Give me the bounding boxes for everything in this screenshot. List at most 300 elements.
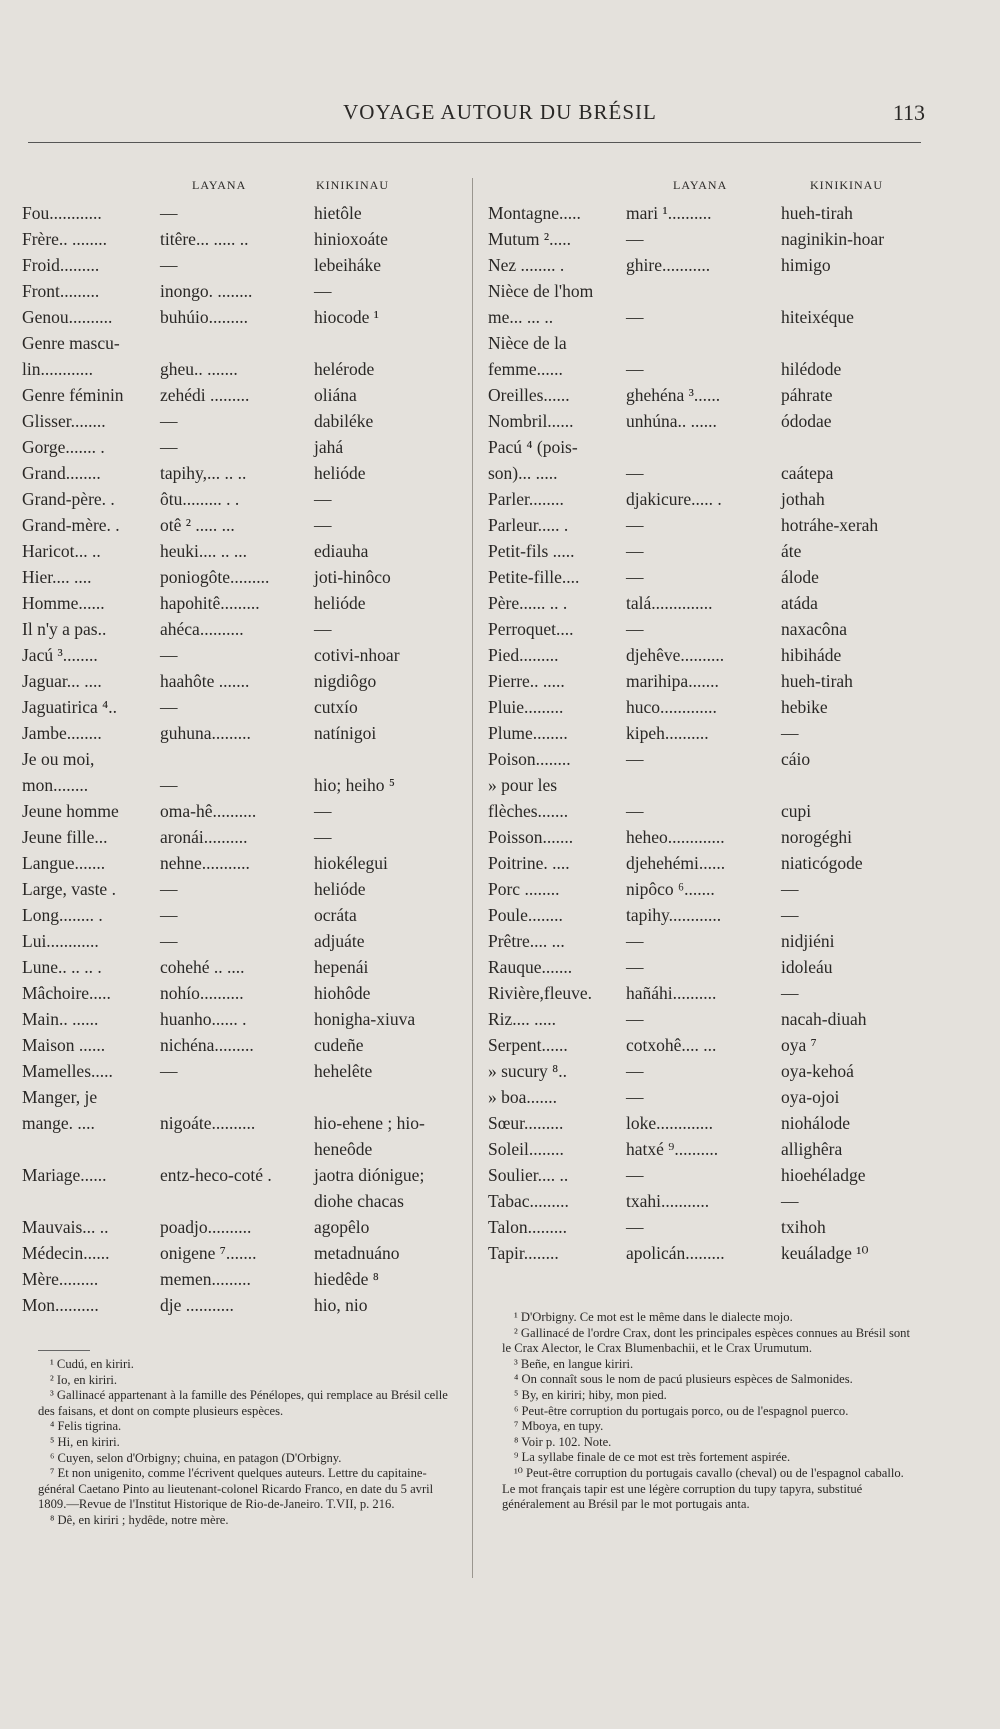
french-word: Long........ . <box>22 905 103 925</box>
layana-word: — <box>160 905 178 925</box>
kinikinau-word: — <box>314 489 332 509</box>
french-word: Homme...... <box>22 593 105 613</box>
vocabulary-row <box>22 850 462 876</box>
kinikinau-word: — <box>314 515 332 535</box>
layana-word: mari ¹.......... <box>626 203 712 223</box>
french-word: Poison........ <box>488 749 571 769</box>
left-column-header <box>22 178 462 198</box>
kinikinau-word: álode <box>781 567 819 587</box>
footnote: ¹ Cudú, en kiriri. <box>50 1357 134 1371</box>
kinikinau-word: hueh-tirah <box>781 671 853 691</box>
french-word: femme...... <box>488 359 563 379</box>
french-word: Frère.. ........ <box>22 229 108 249</box>
layana-word: — <box>626 931 644 951</box>
vocabulary-row <box>22 590 462 616</box>
layana-word: ghehéna ³...... <box>626 385 721 405</box>
vocabulary-row <box>22 200 462 226</box>
kinikinau-word: norogéghi <box>781 827 852 847</box>
french-word: Perroquet.... <box>488 619 574 639</box>
kinikinau-word: naxacôna <box>781 619 848 639</box>
page-number: 113 <box>892 100 925 125</box>
vocabulary-row <box>488 590 918 616</box>
vocabulary-row <box>488 1162 918 1188</box>
kinikinau-word: idoleáu <box>781 957 833 977</box>
vocabulary-row <box>488 980 918 1006</box>
kinikinau-word: helióde <box>314 879 366 899</box>
kinikinau-word: jahá <box>314 437 344 457</box>
french-word: mange. .... <box>22 1113 95 1133</box>
layana-word: poadjo.......... <box>160 1217 252 1237</box>
layana-word: titêre... ..... .. <box>160 229 249 249</box>
vocabulary-row <box>488 460 918 486</box>
layana-word: — <box>626 1061 644 1081</box>
layana-word: hañáhi.......... <box>626 983 717 1003</box>
vocabulary-row <box>488 642 918 668</box>
footnote: ⁷ Et non unigenito, comme l'écrivent quelques auteurs. Lettre du capitaine-général Caetano Pinto au lieutenant-colonel Ricardo Franco, en date du 5 avril 1809.—Revue de l'Institut Historique de Rio-de-Janeiro. T.VII, p. 216. <box>38 1466 434 1512</box>
vocabulary-row <box>488 694 918 720</box>
footnote: ⁶ Cuyen, selon d'Orbigny; chuina, en patagon (D'Orbigny. <box>50 1450 342 1465</box>
french-word: Jaguatirica ⁴.. <box>22 697 118 717</box>
layana-word: apolicán......... <box>626 1243 725 1263</box>
kinikinau-word: — <box>781 1191 799 1211</box>
kinikinau-word: hotráhe-xerah <box>781 515 879 535</box>
right-column-header <box>488 178 918 198</box>
layana-word: — <box>626 359 644 379</box>
vocabulary-row <box>488 512 918 538</box>
layana-word: — <box>160 411 178 431</box>
vocabulary-row <box>488 200 918 226</box>
layana-word: guhuna......... <box>160 723 251 743</box>
french-word: Médecin...... <box>22 1243 110 1263</box>
kinikinau-word: hiokélegui <box>314 853 388 873</box>
kinikinau-word: nidjiéni <box>781 931 835 951</box>
kinikinau-word: oliána <box>314 385 357 405</box>
french-word: Grand-mère. . <box>22 515 120 535</box>
layana-word: memen......... <box>160 1269 251 1289</box>
french-word: Front......... <box>22 281 100 301</box>
french-word: Mère......... <box>22 1269 99 1289</box>
french-word: Mariage...... <box>22 1165 107 1185</box>
layana-word: — <box>160 775 178 795</box>
vocabulary-row <box>22 746 462 772</box>
kinikinau-word: helióde <box>314 463 366 483</box>
vocabulary-row <box>488 304 918 330</box>
vocabulary-row <box>488 1188 918 1214</box>
layana-word: poniogôte......... <box>160 567 270 587</box>
french-word: Fou............ <box>22 203 102 223</box>
layana-word: — <box>160 697 178 717</box>
layana-word: — <box>626 1009 644 1029</box>
french-word: Pluie......... <box>488 697 564 717</box>
vocabulary-row <box>22 538 462 564</box>
french-word: Montagne..... <box>488 203 581 223</box>
layana-word: — <box>160 437 178 457</box>
footnote: ⁵ By, en kiriri; hiby, mon pied. <box>514 1387 667 1402</box>
kinikinau-word: áte <box>781 541 802 561</box>
kinikinau-word: niohálode <box>781 1113 851 1133</box>
kinikinau-word: — <box>781 723 799 743</box>
footnote: ¹ D'Orbigny. Ce mot est le même dans le dialecte mojo. <box>514 1310 793 1324</box>
vocabulary-row <box>488 356 918 382</box>
french-word: Jeune homme <box>22 801 119 821</box>
french-word: Riz.... ..... <box>488 1009 557 1029</box>
kinikinau-word: agopêlo <box>314 1217 370 1237</box>
french-word: Jaguar... .... <box>22 671 102 691</box>
kinikinau-word: caátepa <box>781 463 834 483</box>
vocabulary-row <box>22 564 462 590</box>
layana-word: ghire........... <box>626 255 711 275</box>
kinikinau-word: oya-kehoá <box>781 1061 854 1081</box>
layana-word: nehne........... <box>160 853 250 873</box>
vocabulary-row <box>22 772 462 798</box>
kinikinau-word: hio-ehene ; hio- <box>314 1113 425 1133</box>
french-word: Petit-fils ..... <box>488 541 575 561</box>
layana-word: inongo. ........ <box>160 281 253 301</box>
french-word: Rivière,fleuve. <box>488 983 592 1003</box>
french-word: Tapir........ <box>488 1243 559 1263</box>
layana-word: — <box>626 1165 644 1185</box>
layana-word: heuki.... .. ... <box>160 541 248 561</box>
kinikinau-word: hilédode <box>781 359 842 379</box>
french-word: Mutum ²..... <box>488 229 572 249</box>
footnote: ⁷ Mboya, en tupy. <box>514 1419 604 1434</box>
kinikinau-word: cupi <box>781 801 812 821</box>
french-word: Jacú ³........ <box>22 645 98 665</box>
vocabulary-row <box>22 408 462 434</box>
vocabulary-row <box>488 330 918 356</box>
french-word: Large, vaste . <box>22 879 116 899</box>
kinikinau-word: ódodae <box>781 411 832 431</box>
vocabulary-row <box>22 1240 462 1266</box>
kinikinau-word: oya-ojoi <box>781 1087 840 1107</box>
kinikinau-word: naginikin-hoar <box>781 229 885 249</box>
kinikinau-word: — <box>781 983 799 1003</box>
french-word: Poule........ <box>488 905 563 925</box>
french-word: Hier.... .... <box>22 567 92 587</box>
layana-word: — <box>626 957 644 977</box>
vocabulary-row <box>488 954 918 980</box>
footnote: ⁵ Hi, en kiriri. <box>50 1434 120 1449</box>
kinikinau-word: nigdiôgo <box>314 671 377 691</box>
layana-word: — <box>626 229 644 249</box>
vocabulary-row <box>22 720 462 746</box>
layana-word: haahôte ....... <box>160 671 250 691</box>
footnote: ⁹ La syllabe finale de ce mot est très fortement aspirée. <box>514 1450 791 1465</box>
layana-word: tapihy............ <box>626 905 722 925</box>
kinikinau-word: oya ⁷ <box>781 1035 817 1055</box>
kinikinau-word: nacah-diuah <box>781 1009 867 1029</box>
vocabulary-row <box>22 1110 462 1136</box>
layana-word: — <box>626 801 644 821</box>
vocabulary-row <box>488 1084 918 1110</box>
french-word: Porc ........ <box>488 879 560 899</box>
layana-word: — <box>626 541 644 561</box>
french-word: Oreilles...... <box>488 385 570 405</box>
vocabulary-row <box>22 486 462 512</box>
kinikinau-word: dabiléke <box>314 411 374 431</box>
header-rule <box>28 142 921 143</box>
vocabulary-row <box>488 486 918 512</box>
french-word: flèches....... <box>488 801 569 821</box>
vocabulary-row <box>22 1188 462 1214</box>
vocabulary-row <box>488 1214 918 1240</box>
vocabulary-row <box>22 1214 462 1240</box>
footnote-rule <box>38 1350 90 1351</box>
kinikinau-word: hinioxoáte <box>314 229 388 249</box>
kinikinau-word: ediauha <box>314 541 369 561</box>
kinikinau-header: KINIKINAU <box>810 178 883 192</box>
running-title: VOYAGE AUTOUR DU BRÉSIL <box>343 100 657 124</box>
french-word: Petite-fille.... <box>488 567 580 587</box>
footnote: ³ Gallinacé appartenant à la famille des Pénélopes, qui remplace au Brésil celle des faisans, et dont on compte plusieurs espèces. <box>38 1388 448 1418</box>
french-word: Mamelles..... <box>22 1061 113 1081</box>
vocabulary-row <box>22 876 462 902</box>
kinikinau-word: hiteixéque <box>781 307 854 327</box>
layana-word: zehédi ......... <box>160 385 250 405</box>
kinikinau-word: helérode <box>314 359 375 379</box>
layana-word: oma-hê.......... <box>160 801 257 821</box>
french-word: me... ... .. <box>488 307 554 327</box>
layana-word: — <box>160 645 178 665</box>
kinikinau-word: hiohôde <box>314 983 371 1003</box>
footnote: ³ Beñe, en langue kiriri. <box>514 1356 634 1371</box>
kinikinau-word: heneôde <box>314 1139 373 1159</box>
vocabulary-row <box>22 356 462 382</box>
french-word: Mauvais... .. <box>22 1217 109 1237</box>
kinikinau-word: hepenái <box>314 957 369 977</box>
french-word: Glisser........ <box>22 411 106 431</box>
layana-word: nohío.......... <box>160 983 244 1003</box>
kinikinau-word: hiedêde ⁸ <box>314 1269 379 1289</box>
layana-word: huanho...... . <box>160 1009 247 1029</box>
kinikinau-word: hiocode ¹ <box>314 307 380 327</box>
french-word: Nez ........ . <box>488 255 565 275</box>
vocabulary-row <box>488 382 918 408</box>
kinikinau-word: hueh-tirah <box>781 203 853 223</box>
vocabulary-row <box>22 694 462 720</box>
layana-word: djehêve.......... <box>626 645 725 665</box>
vocabulary-row <box>488 798 918 824</box>
vocabulary-row <box>22 954 462 980</box>
layana-word: tapihy,... .. .. <box>160 463 247 483</box>
footnote: ² Gallinacé de l'ordre Crax, dont les principales espèces connues au Brésil sont le Crax Alector, le Crax Blumenbachii, et le Crax Urumutum. <box>502 1325 910 1356</box>
kinikinau-word: hio, nio <box>314 1295 368 1315</box>
french-word: Mâchoire..... <box>22 983 111 1003</box>
french-word: Manger, je <box>22 1087 98 1107</box>
kinikinau-word: txihoh <box>781 1217 826 1237</box>
layana-word: cohehé .. .... <box>160 957 245 977</box>
kinikinau-word: hehelête <box>314 1061 373 1081</box>
kinikinau-word: natínigoi <box>314 723 377 743</box>
layana-word: — <box>626 1217 644 1237</box>
french-word: Pierre.. ..... <box>488 671 565 691</box>
vocabulary-row <box>22 434 462 460</box>
kinikinau-word: hebike <box>781 697 828 717</box>
vocabulary-row <box>22 1006 462 1032</box>
kinikinau-header: KINIKINAU <box>316 178 389 192</box>
vocabulary-row <box>488 902 918 928</box>
french-word: Genre mascu- <box>22 333 120 353</box>
layana-word: — <box>160 879 178 899</box>
vocabulary-row <box>22 304 462 330</box>
kinikinau-word: cutxío <box>314 697 358 717</box>
kinikinau-word: cáio <box>781 749 811 769</box>
layana-word: — <box>160 931 178 951</box>
vocabulary-row <box>488 616 918 642</box>
vocabulary-row <box>488 226 918 252</box>
vocabulary-row <box>488 772 918 798</box>
vocabulary-row <box>488 1006 918 1032</box>
french-word: Grand........ <box>22 463 101 483</box>
french-word: Genre féminin <box>22 385 124 405</box>
vocabulary-row <box>22 330 462 356</box>
french-word: Talon......... <box>488 1217 567 1237</box>
french-word: lin............ <box>22 359 93 379</box>
vocabulary-row <box>488 668 918 694</box>
french-word: » sucury ⁸.. <box>488 1061 568 1081</box>
footnote: ⁸ Voir p. 102. Note. <box>514 1434 612 1449</box>
layana-word: buhúio......... <box>160 307 248 327</box>
layana-word: ahéca.......... <box>160 619 244 639</box>
vocabulary-row <box>488 1058 918 1084</box>
french-word: Serpent...... <box>488 1035 568 1055</box>
layana-word: huco............. <box>626 697 717 717</box>
footnote: ⁴ Felis tigrina. <box>50 1419 122 1434</box>
kinikinau-word: lebeiháke <box>314 255 382 275</box>
layana-word: entz-heco-coté . <box>160 1165 272 1185</box>
vocabulary-row <box>22 824 462 850</box>
french-word: Soleil........ <box>488 1139 564 1159</box>
kinikinau-word: adjuáte <box>314 931 365 951</box>
layana-word: txahi........... <box>626 1191 710 1211</box>
footnote: ¹⁰ Peut-être corruption du portugais cavallo (cheval) ou de l'espagnol caballo. Le mot français tapir est une légère corruption du tupy tapyra, substitué généralement au Brésil par le mot portugais anta. <box>502 1465 904 1512</box>
kinikinau-word: helióde <box>314 593 366 613</box>
french-word: Sœur......... <box>488 1113 564 1133</box>
french-word: Genou.......... <box>22 307 113 327</box>
layana-word: loke............. <box>626 1113 714 1133</box>
layana-word: — <box>626 619 644 639</box>
french-word: Haricot... .. <box>22 541 101 561</box>
layana-word: hatxé ⁹.......... <box>626 1139 719 1159</box>
french-word: mon........ <box>22 775 89 795</box>
vocabulary-row <box>488 434 918 460</box>
layana-word: marihipa....... <box>626 671 719 691</box>
french-word: Jambe........ <box>22 723 102 743</box>
layana-word: djehehémi...... <box>626 853 726 873</box>
kinikinau-word: diohe chacas <box>314 1191 404 1211</box>
kinikinau-word: hibiháde <box>781 645 842 665</box>
kinikinau-word: — <box>314 827 332 847</box>
vocabulary-row <box>22 252 462 278</box>
layana-word: otê ² ..... ... <box>160 515 235 535</box>
vocabulary-row <box>22 902 462 928</box>
french-word: Rauque....... <box>488 957 573 977</box>
french-word: Père...... .. . <box>488 593 568 613</box>
layana-word: — <box>160 1061 178 1081</box>
layana-word: — <box>626 1087 644 1107</box>
kinikinau-word: honigha-xiuva <box>314 1009 416 1029</box>
vocabulary-row <box>488 252 918 278</box>
kinikinau-word: metadnuáno <box>314 1243 400 1263</box>
layana-word: — <box>626 567 644 587</box>
vocabulary-row <box>488 538 918 564</box>
kinikinau-word: cotivi-nhoar <box>314 645 400 665</box>
layana-word: — <box>626 749 644 769</box>
footnote: ⁶ Peut-être corruption du portugais porco, ou de l'espagnol puerco. <box>514 1403 849 1418</box>
vocabulary-row <box>488 408 918 434</box>
vocabulary-row <box>22 1292 462 1318</box>
layana-word: gheu.. ....... <box>160 359 238 379</box>
vocabulary-row <box>488 928 918 954</box>
vocabulary-row <box>22 616 462 642</box>
french-word: Tabac......... <box>488 1191 569 1211</box>
vocabulary-row <box>22 226 462 252</box>
french-word: Nombril...... <box>488 411 574 431</box>
kinikinau-word: joti-hinôco <box>314 567 391 587</box>
vocabulary-row <box>22 1032 462 1058</box>
footnote: ⁸ Dê, en kiriri ; hydêde, notre mère. <box>50 1512 229 1527</box>
layana-word: — <box>626 463 644 483</box>
vocabulary-row <box>488 824 918 850</box>
layana-word: nipôco ⁶....... <box>626 879 715 899</box>
layana-word: — <box>626 307 644 327</box>
layana-header: LAYANA <box>673 178 728 192</box>
french-word: Parler........ <box>488 489 564 509</box>
vocabulary-row <box>488 746 918 772</box>
french-word: Je ou moi, <box>22 749 95 769</box>
layana-word: ôtu......... . . <box>160 489 240 509</box>
right-footnotes <box>502 1310 912 1513</box>
layana-word: — <box>626 515 644 535</box>
french-word: Poisson....... <box>488 827 574 847</box>
footnote: ² Io, en kiriri. <box>50 1372 118 1387</box>
layana-word: kipeh.......... <box>626 723 709 743</box>
french-word: Parleur..... . <box>488 515 569 535</box>
layana-word: dje ........... <box>160 1295 234 1315</box>
vocabulary-row <box>22 1162 462 1188</box>
vocabulary-row <box>22 460 462 486</box>
kinikinau-word: hio; heiho ⁵ <box>314 775 395 795</box>
french-word: Pied......... <box>488 645 559 665</box>
layana-word: djakicure..... . <box>626 489 722 509</box>
french-word: Gorge....... . <box>22 437 105 457</box>
vocabulary-row <box>488 1240 918 1266</box>
french-word: Jeune fille... <box>22 827 108 847</box>
french-word: Nièce de la <box>488 333 567 353</box>
french-word: Plume........ <box>488 723 568 743</box>
layana-header: LAYANA <box>192 178 247 192</box>
french-word: Il n'y a pas.. <box>22 619 107 639</box>
french-word: Poitrine. .... <box>488 853 570 873</box>
vocabulary-row <box>488 1110 918 1136</box>
layana-word: talá.............. <box>626 593 713 613</box>
french-word: Lune.. .. .. . <box>22 957 102 977</box>
vocabulary-row <box>22 1266 462 1292</box>
layana-word: — <box>160 203 178 223</box>
vocabulary-row <box>488 1136 918 1162</box>
left-vocabulary-column <box>22 200 462 1318</box>
left-footnotes <box>38 1357 458 1529</box>
footnote: ⁴ On connaît sous le nom de pacú plusieurs espèces de Salmonides. <box>514 1372 853 1387</box>
french-word: Soulier.... .. <box>488 1165 569 1185</box>
french-word: Langue....... <box>22 853 106 873</box>
french-word: Maison ...... <box>22 1035 106 1055</box>
layana-word: cotxohê.... ... <box>626 1035 717 1055</box>
kinikinau-word: hioehéladge <box>781 1165 866 1185</box>
french-word: Grand-père. . <box>22 489 115 509</box>
vocabulary-row <box>22 1084 462 1110</box>
kinikinau-word: hietôle <box>314 203 362 223</box>
